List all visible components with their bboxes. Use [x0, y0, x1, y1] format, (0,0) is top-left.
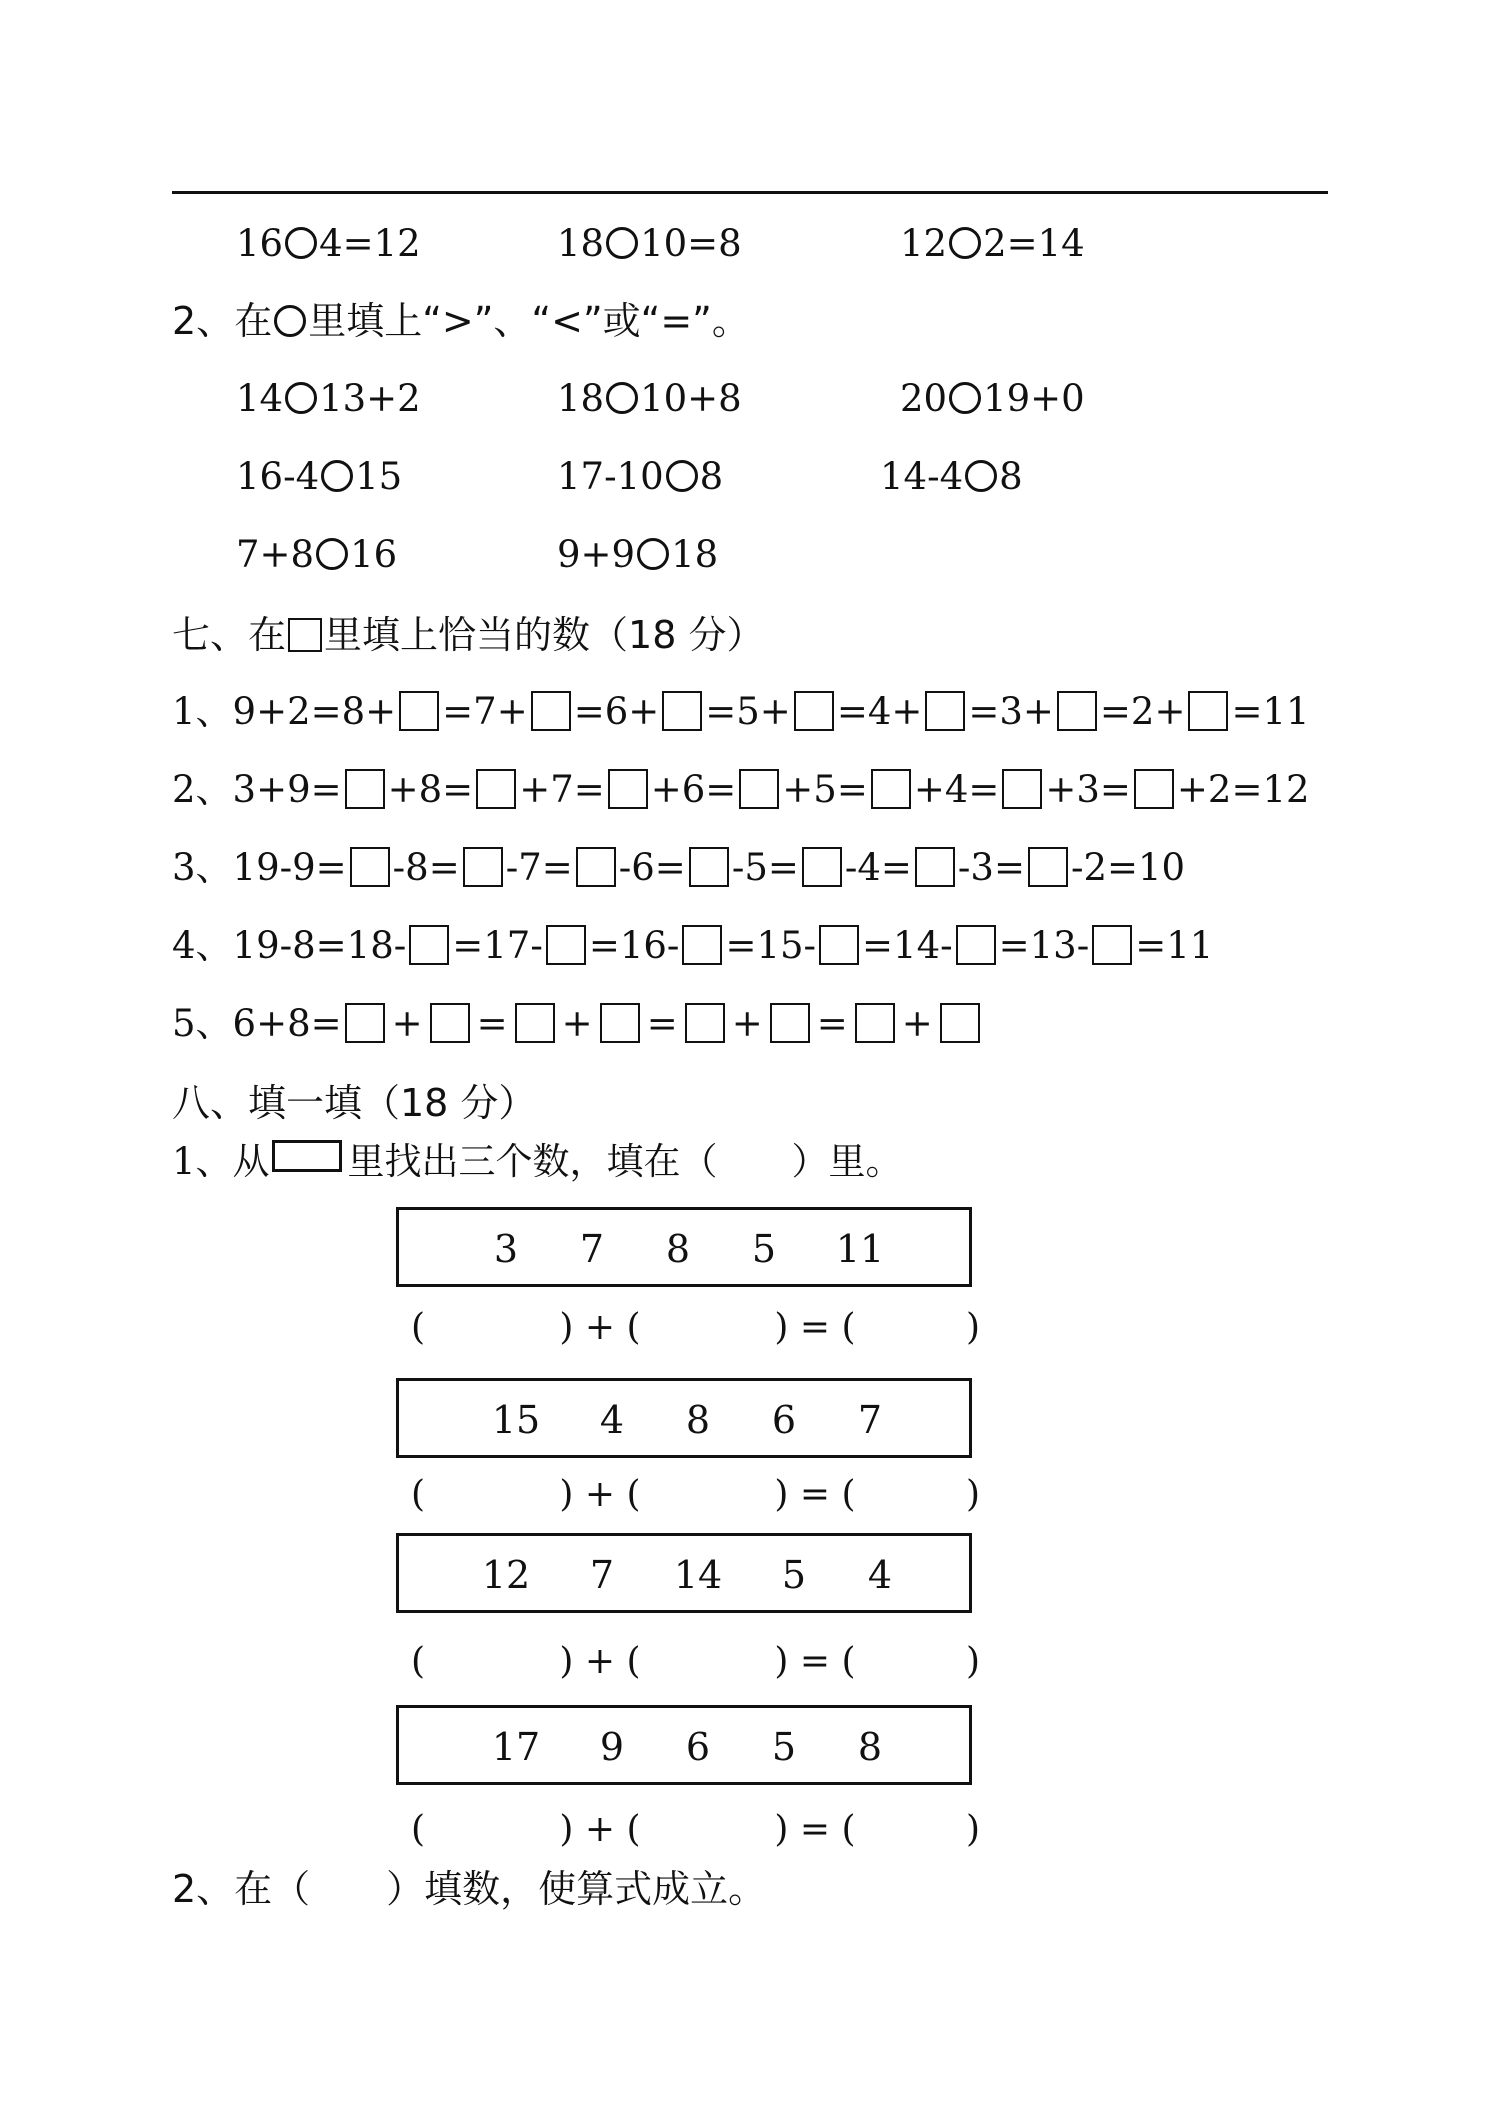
comparison-item — [557, 533, 718, 577]
answer-box[interactable] — [608, 769, 648, 809]
plus-paren: ) + ( — [559, 1809, 641, 1850]
text: +2=12 — [1176, 768, 1310, 811]
answer-box[interactable] — [531, 691, 571, 731]
answer-box[interactable] — [682, 925, 722, 965]
text: +8= — [387, 768, 474, 811]
rectangle-icon — [272, 1140, 342, 1172]
number: 3 — [493, 1227, 519, 1271]
equals-paren: ) = ( — [774, 1809, 856, 1850]
answer-box[interactable] — [409, 925, 449, 965]
question-number: 2、 — [172, 299, 235, 343]
comparison-row-1 — [0, 377, 1491, 437]
answer-box[interactable] — [819, 925, 859, 965]
equals-sign: = — [646, 1002, 678, 1045]
number: 5 — [751, 1227, 777, 1271]
number: 7 — [857, 1398, 883, 1442]
answer-box[interactable] — [1057, 691, 1097, 731]
circle-blank[interactable] — [606, 227, 638, 259]
number: 12 — [481, 1553, 531, 1597]
text: 13+2 — [319, 377, 421, 420]
comparison-item — [557, 377, 742, 421]
text: 2、3+9= — [172, 768, 342, 811]
text: 8 — [699, 455, 724, 498]
text: 1、从 — [172, 1140, 270, 1183]
equation-row — [0, 1640, 1491, 1700]
answer-box[interactable] — [463, 847, 503, 887]
square-icon — [288, 618, 322, 652]
circle-blank[interactable] — [606, 382, 638, 414]
equals-sign: = — [476, 1002, 508, 1045]
number: 15 — [491, 1398, 541, 1442]
paren-open: ( — [410, 1474, 426, 1515]
text: -7= — [505, 846, 573, 889]
text: =11 — [1135, 924, 1214, 967]
text: 20 — [900, 377, 948, 420]
text: 18 — [557, 222, 605, 265]
question-2-title — [172, 298, 750, 344]
equation-row — [0, 1808, 1491, 1868]
text: 5、6+8= — [172, 1002, 342, 1045]
equals-sign: = — [816, 1002, 848, 1045]
fill-line-2 — [172, 768, 1310, 812]
equals-paren: ) = ( — [774, 1474, 856, 1515]
text: -6= — [618, 846, 686, 889]
plus-paren: ) + ( — [559, 1641, 641, 1682]
plus-paren: ) + ( — [559, 1474, 641, 1515]
comparison-row-2 — [0, 455, 1491, 515]
answer-box[interactable] — [600, 1003, 640, 1043]
answer-box[interactable] — [345, 769, 385, 809]
answer-box[interactable] — [855, 1003, 895, 1043]
text: =2+ — [1099, 690, 1186, 733]
paren-open: ( — [410, 1809, 426, 1850]
text: +6= — [650, 768, 737, 811]
expr-16-4 — [236, 222, 421, 266]
section-8-q1 — [172, 1140, 903, 1184]
text: =11 — [1231, 690, 1310, 733]
number: 17 — [491, 1725, 541, 1769]
text: 10=8 — [640, 222, 742, 265]
text: =17- — [452, 924, 543, 967]
text: 17-10 — [557, 455, 664, 498]
answer-box[interactable] — [770, 1003, 810, 1043]
answer-box[interactable] — [1134, 769, 1174, 809]
comparison-item — [900, 377, 1085, 421]
number: 8 — [665, 1227, 691, 1271]
text: 10+8 — [640, 377, 742, 420]
fill-line-4 — [172, 924, 1213, 968]
comparison-item — [880, 455, 1023, 499]
number: 5 — [771, 1725, 797, 1769]
answer-box[interactable] — [515, 1003, 555, 1043]
comparison-item — [236, 533, 397, 577]
answer-box[interactable] — [546, 925, 586, 965]
text: 14 — [236, 377, 284, 420]
expr-12-2 — [900, 222, 1085, 266]
fill-line-5 — [172, 1002, 983, 1046]
text: 1、9+2=8+ — [172, 690, 397, 733]
circle-blank[interactable] — [637, 538, 669, 570]
text: 16-4 — [236, 455, 320, 498]
answer-box[interactable] — [940, 1003, 980, 1043]
text: 15 — [355, 455, 403, 498]
comparison-row-3 — [0, 533, 1491, 593]
text: =6+ — [573, 690, 660, 733]
number: 4 — [867, 1553, 893, 1597]
text: 2=14 — [983, 222, 1085, 265]
text: =15- — [725, 924, 817, 967]
text: -4= — [844, 846, 912, 889]
number: 5 — [781, 1553, 807, 1597]
text: =7+ — [442, 690, 528, 733]
answer-box[interactable] — [1188, 691, 1228, 731]
answer-box[interactable] — [925, 691, 965, 731]
text: 7+8 — [236, 533, 315, 576]
answer-box[interactable] — [915, 847, 955, 887]
text: 4=12 — [319, 222, 421, 265]
fill-line-3 — [172, 846, 1185, 890]
comparison-row-top — [0, 222, 1491, 282]
answer-box[interactable] — [1092, 925, 1132, 965]
circle-blank[interactable] — [285, 227, 317, 259]
answer-box[interactable] — [871, 769, 911, 809]
number: 7 — [589, 1553, 615, 1597]
equals-paren: ) = ( — [774, 1641, 856, 1682]
text: +3= — [1045, 768, 1131, 811]
text: 19+0 — [983, 377, 1085, 420]
circle-blank[interactable] — [666, 460, 698, 492]
circle-blank[interactable] — [321, 460, 353, 492]
section-8-title: 八、填一填（18 分） — [172, 1081, 537, 1125]
text: 8 — [999, 455, 1023, 498]
comparison-item — [557, 455, 723, 499]
fill-line-1 — [172, 690, 1310, 734]
answer-box[interactable] — [1002, 769, 1042, 809]
text: 18 — [671, 533, 719, 576]
number-box — [396, 1533, 972, 1613]
text: =16- — [588, 924, 680, 967]
text: +5= — [782, 768, 868, 811]
answer-box[interactable] — [662, 691, 702, 731]
equation-row — [0, 1473, 1491, 1533]
answer-box[interactable] — [345, 1003, 385, 1043]
text: 里填上恰当的数（18 分） — [324, 613, 765, 657]
text: 七、在 — [172, 613, 287, 657]
section-7-title — [172, 612, 764, 658]
text: 4、19-8=18- — [172, 924, 407, 967]
text: 18 — [557, 377, 605, 420]
text: =5+ — [705, 690, 791, 733]
paren-open: ( — [410, 1307, 426, 1348]
text: 16 — [236, 222, 284, 265]
text: -5= — [731, 846, 799, 889]
text: 里填上“>”、“<”或“=”。 — [308, 299, 750, 343]
text: -8= — [392, 846, 460, 889]
number-box — [396, 1378, 972, 1458]
text: -2=10 — [1070, 846, 1186, 889]
comparison-item — [236, 455, 402, 499]
text: =3+ — [968, 690, 1054, 733]
number: 7 — [579, 1227, 605, 1271]
circle-icon — [274, 305, 306, 337]
number: 6 — [771, 1398, 797, 1442]
text: -3= — [957, 846, 1025, 889]
plus-sign: + — [731, 1002, 763, 1045]
text: 16 — [350, 533, 398, 576]
number-box — [396, 1207, 972, 1287]
text: +4= — [913, 768, 1000, 811]
number: 4 — [599, 1398, 625, 1442]
text: 12 — [900, 222, 948, 265]
answer-box[interactable] — [689, 847, 729, 887]
circle-blank[interactable] — [965, 460, 997, 492]
text: 里找出三个数，填在（ ）里。 — [347, 1140, 903, 1183]
answer-box[interactable] — [956, 925, 996, 965]
paren-close: ) — [965, 1641, 981, 1682]
text: =4+ — [836, 690, 923, 733]
paren-close: ) — [965, 1809, 981, 1850]
answer-box[interactable] — [802, 847, 842, 887]
text: 9+9 — [557, 533, 636, 576]
answer-box[interactable] — [576, 847, 616, 887]
circle-blank[interactable] — [285, 382, 317, 414]
text: 14-4 — [880, 455, 964, 498]
plus-sign: + — [561, 1002, 593, 1045]
number: 9 — [599, 1725, 625, 1769]
text: 在 — [234, 299, 273, 343]
circle-blank[interactable] — [949, 382, 981, 414]
number: 8 — [857, 1725, 883, 1769]
text: +7= — [519, 768, 605, 811]
number: 8 — [685, 1398, 711, 1442]
number-box — [396, 1705, 972, 1785]
answer-box[interactable] — [1028, 847, 1068, 887]
plus-sign: + — [901, 1002, 933, 1045]
paren-close: ) — [965, 1307, 981, 1348]
answer-box[interactable] — [476, 769, 516, 809]
text: 3、19-9= — [172, 846, 347, 889]
paren-close: ) — [965, 1474, 981, 1515]
answer-box[interactable] — [685, 1003, 725, 1043]
top-rule — [172, 191, 1328, 194]
number: 14 — [673, 1553, 723, 1597]
expr-18-10 — [557, 222, 742, 266]
circle-blank[interactable] — [949, 227, 981, 259]
answer-box[interactable] — [399, 691, 439, 731]
paren-open: ( — [410, 1641, 426, 1682]
equation-row — [0, 1306, 1491, 1366]
number: 6 — [685, 1725, 711, 1769]
answer-box[interactable] — [739, 769, 779, 809]
plus-sign: + — [391, 1002, 423, 1045]
number: 11 — [835, 1227, 885, 1271]
answer-box[interactable] — [794, 691, 834, 731]
text: =14- — [862, 924, 953, 967]
text: =13- — [998, 924, 1090, 967]
section-8-q2: 2、在（ ）填数，使算式成立。 — [172, 1867, 767, 1911]
answer-box[interactable] — [430, 1003, 470, 1043]
answer-box[interactable] — [350, 847, 390, 887]
comparison-item — [236, 377, 421, 421]
plus-paren: ) + ( — [559, 1307, 641, 1348]
equals-paren: ) = ( — [774, 1307, 856, 1348]
circle-blank[interactable] — [316, 538, 348, 570]
